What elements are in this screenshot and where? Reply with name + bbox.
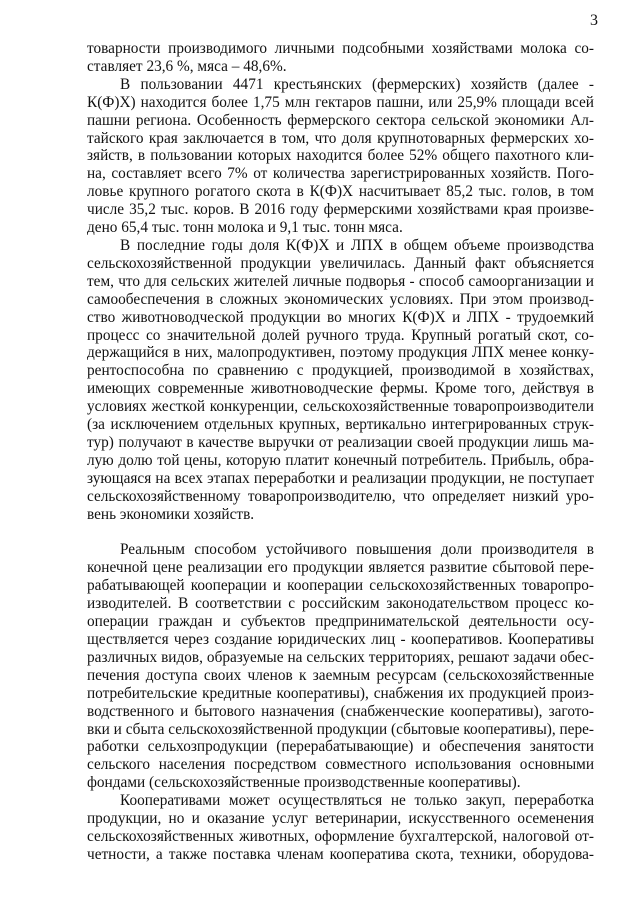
- text-line: тайского края заключается в том, что доля крупнотоварных фермерских хо-: [87, 129, 594, 147]
- text-line: тур) получают в качестве выручки от реализации своей продукции лишь ма-: [87, 433, 594, 451]
- text-line: потребительские кредитные кооперативы), снабжения их продукцией произ-: [87, 684, 594, 702]
- text-line: пашни региона. Особенность фермерского сектора сельской экономики Ал-: [87, 111, 594, 129]
- text-line: В пользовании 4471 крестьянских (фермерских) хозяйств (далее -: [120, 75, 594, 93]
- text-line: различных видов, образуемые на сельских территориях, решают задачи обес-: [87, 648, 594, 666]
- text-line: ловье крупного рогатого скота в К(Ф)Х насчитывает 85,2 тыс. голов, в том: [87, 183, 594, 201]
- text-line: продукции, но и оказание услуг ветеринарии, искусственного осеменения: [87, 810, 594, 828]
- text-line: на, составляет всего 7% от количества зарегистрированных хозяйств. Пого-: [87, 165, 594, 183]
- text-line: рабатывающей кооперации и кооперации сельскохозяйственных товаропро-: [87, 577, 594, 595]
- text-line: фондами (сельскохозяйственные производственные кооперативы).: [87, 774, 521, 792]
- text-line: водственного и бытового назначения (снабженческие кооперативы), загото-: [87, 702, 594, 720]
- text-line: ставляет 23,6 %, мяса – 48,6%.: [87, 57, 287, 75]
- text-line: Кооперативами может осуществляться не только закуп, переработка: [120, 792, 594, 810]
- text-line: вень экономики хозяйств.: [87, 505, 255, 523]
- text-line: процесс со значительной долей ручного труда. Крупный рогатый скот, со-: [87, 326, 594, 344]
- text-line: зующаяся на всех этапах переработки и реализации продукции, не поступает: [87, 469, 594, 487]
- text-line: четности, а также поставка членам кооператива скота, техники, оборудова-: [87, 845, 594, 863]
- text-line: печения доступа своих членов к заемным ресурсам (сельскохозяйственные: [87, 666, 594, 684]
- text-line: работки сельхозпродукции (перерабатывающие) и обеспечения занятости: [87, 738, 594, 756]
- document-body: [87, 40, 594, 864]
- text-line: имеющих современные животноводческие фермы. Кроме того, действуя в: [87, 380, 594, 398]
- paragraph-gap: [87, 523, 594, 541]
- text-line: сельскохозяйственных животных, оформление бухгалтерской, налоговой от-: [87, 827, 594, 845]
- text-line: Реальным способом устойчивого повышения доли производителя в: [120, 541, 594, 559]
- text-line: операции граждан и субъектов предпринимательской деятельности осу-: [87, 613, 594, 631]
- text-line: изводителей. В соответствии с российским законодательством процесс ко-: [87, 595, 594, 613]
- text-line: В последние годы доля К(Ф)Х и ЛПХ в общем объеме производства: [120, 236, 594, 254]
- text-line: вки и сбыта сельскохозяйственной продукции (сбытовые кооперативы), пере-: [87, 720, 594, 738]
- text-line: ществляется через создание юридических лиц - кооперативов. Кооперативы: [87, 631, 594, 648]
- text-line: зяйств, в пользовании которых находится более 52% общего пахотного кли-: [87, 147, 594, 165]
- text-line: держащийся в них, малопродуктивен, поэтому продукция ЛПХ менее конку-: [87, 344, 594, 362]
- text-line: лую долю той цены, которую платит конечный потребитель. Прибыль, обра-: [87, 451, 594, 469]
- text-line: (за исключением отдельных крупных, вертикально интегрированных струк-: [87, 416, 594, 434]
- text-line: дено 65,4 тыс. тонн молока и 9,1 тыс. тонн мяса.: [87, 219, 403, 237]
- text-line: ство животноводческой продукции во многих К(Ф)Х и ЛПХ - трудоемкий: [87, 308, 594, 326]
- text-line: числе 35,2 тыс. коров. В 2016 году фермерскими хозяйствами края произве-: [87, 201, 594, 219]
- text-line: сельского населения посредством совместного использования основными: [87, 756, 594, 774]
- text-line: конечной цене реализации его продукции является развитие сбытовой пере-: [87, 559, 594, 577]
- text-line: самообеспечения в сложных экономических условиях. При этом производ-: [87, 290, 594, 308]
- text-line: товарности производимого личными подсобными хозяйствами молока со-: [87, 40, 594, 57]
- text-line: сельскохозяйственной продукции увеличилась. Данный факт объясняется: [87, 254, 594, 272]
- text-line: сельскохозяйственному товаропроизводителю, что определяет низкий уро-: [87, 487, 594, 505]
- page-number: 3: [590, 12, 598, 29]
- text-line: К(Ф)Х) находится более 1,75 млн гектаров пашни, или 25,9% площади всей: [87, 93, 594, 111]
- text-line: условиях жесткой конкуренции, сельскохозяйственные товаропроизводители: [87, 398, 594, 416]
- text-line: рентоспособна по сравнению с продукцией, производимой в хозяйствах,: [87, 362, 594, 380]
- text-line: тем, что для сельских жителей личные подворья - способ самоорганизации и: [87, 272, 594, 290]
